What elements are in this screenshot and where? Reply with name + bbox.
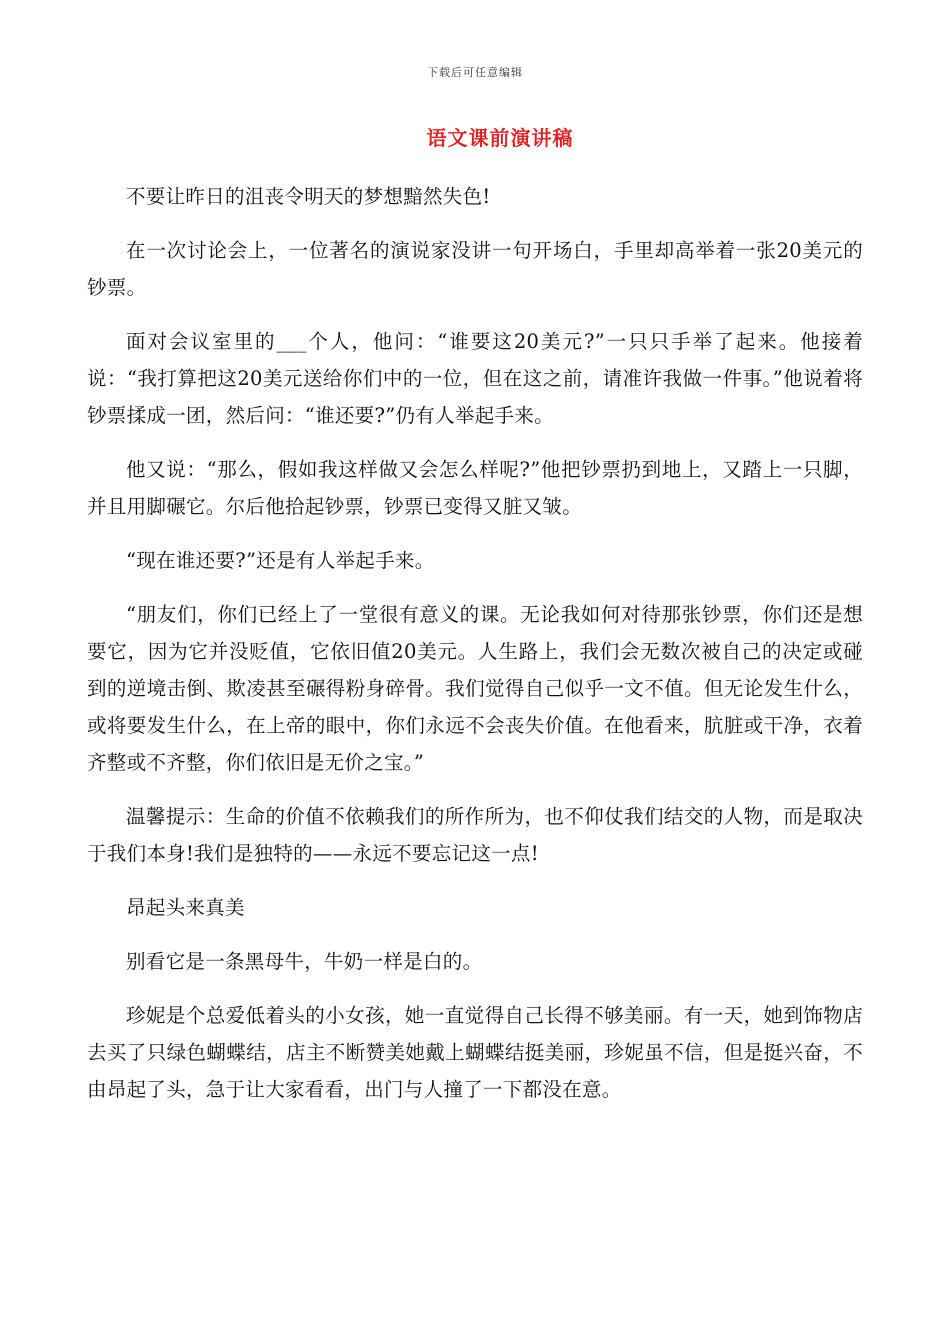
paragraph-1: 不要让昨日的沮丧令明天的梦想黯然失色! <box>126 185 491 208</box>
paragraph-5: “现在谁还要?”还是有人举起手来。 <box>126 549 435 572</box>
document-body <box>87 178 863 1125</box>
paragraph-7: 温馨提示：生命的价值不依赖我们的所作所为，也不仰仗我们结交的人物，而是取决于我们本身!我们是独特的——永远不要忘记这一点! <box>87 805 863 865</box>
paragraph-2: 在一次讨论会上，一位著名的演说家没讲一句开场白，手里却高举着一张20美元的钞票。 <box>87 239 863 299</box>
paragraph-9: 珍妮是个总爱低着头的小女孩，她一直觉得自己长得不够美丽。有一天，她到饰物店去买了只绿色蝴蝶结，店主不断赞美她戴上蝴蝶结挺美丽，珍妮虽不信，但是挺兴奋，不由昂起了头，急于让大家看看，出门与人撞了一下都没在意。 <box>87 1004 863 1101</box>
section-heading: 昂起头来真美 <box>126 896 245 919</box>
header-note: 下载后可任意编辑 <box>427 66 523 79</box>
paragraph-3: 面对会议室里的___个人，他问：“谁要这20美元?”一只只手举了起来。他接着说：“我打算把这20美元送给你们中的一位，但在这之前，请准许我做一件事。”他说着将钞票揉成一团，然后问：“谁还要?”仍有人举起手来。 <box>87 330 863 427</box>
document-title: 语文课前演讲稿 <box>426 126 574 150</box>
paragraph-8: 别看它是一条黑母牛，牛奶一样是白的。 <box>126 950 483 973</box>
paragraph-6: “朋友们，你们已经上了一堂很有意义的课。无论我如何对待那张钞票，你们还是想要它，因为它并没贬值，它依旧值20美元。人生路上，我们会无数次被自己的决定或碰到的逆境击倒、欺凌甚至碾得粉身碎骨。我们觉得自己似乎一文不值。但无论发生什么，或将要发生什么，在上帝的眼中，你们永远不会丧失价值。在他看来，肮脏或干净，衣着齐整或不齐整，你们依旧是无价之宝。” <box>87 603 863 774</box>
paragraph-4: 他又说：“那么，假如我这样做又会怎么样呢?”他把钞票扔到地上，又踏上一只脚，并且用脚碾它。尔后他拾起钞票，钞票已变得又脏又皱。 <box>87 458 863 518</box>
